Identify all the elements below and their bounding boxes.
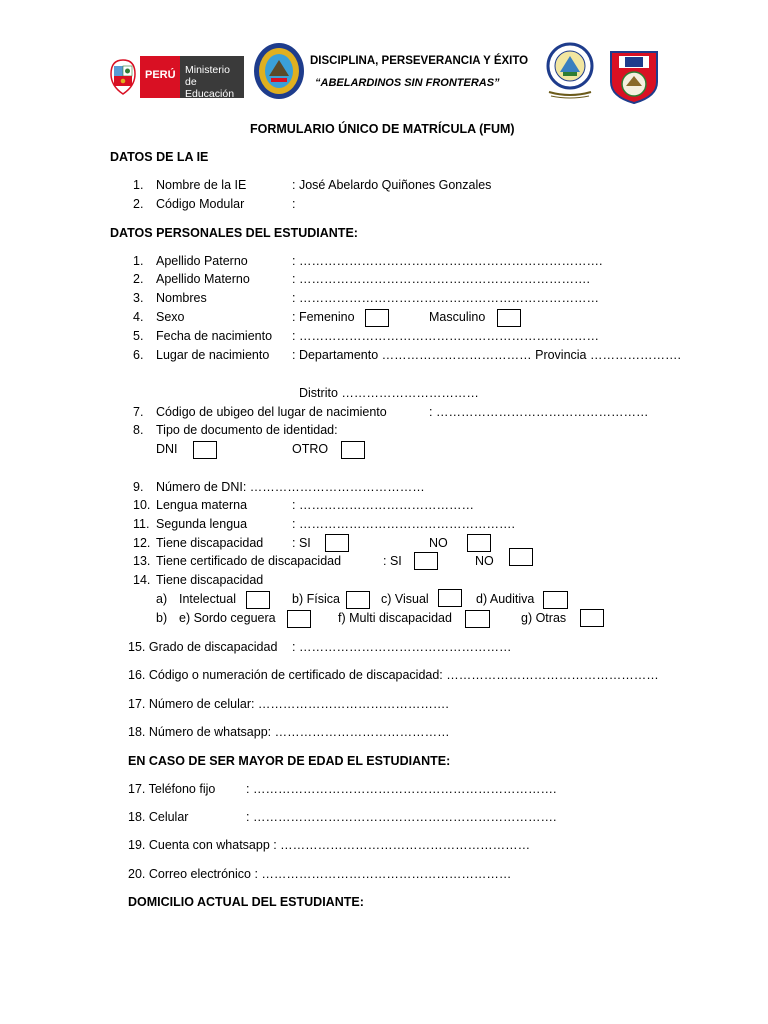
masculino-checkbox[interactable] [497, 309, 521, 327]
ministry-name [185, 64, 242, 100]
peru-label: PERÚ [145, 69, 176, 81]
femenino-label: : Femenino [292, 310, 355, 324]
item-number: 10. [133, 498, 151, 512]
masculino-label: Masculino [429, 310, 486, 324]
segunda-lengua-field[interactable]: : ……………………………………………. [292, 517, 515, 531]
item-number: 5. [133, 329, 144, 343]
ie-item-number: 2. [133, 197, 144, 211]
certificado-no-label: NO [475, 554, 494, 568]
ie-las-americas-shield-icon [609, 48, 659, 104]
ie-name-label: Nombre de la IE [156, 178, 247, 192]
numero-whatsapp-field[interactable]: 18. Número de whatsapp: …………………………………… [128, 725, 450, 739]
apellido-paterno-label: Apellido Paterno [156, 254, 248, 268]
section-domicilio-heading: DOMICILIO ACTUAL DEL ESTUDIANTE: [128, 895, 364, 909]
tipo-discapacidad-label: Tiene discapacidad [156, 573, 264, 587]
lugar-nacimiento-label: Lugar de nacimiento [156, 348, 270, 362]
section-mayor-heading: EN CASO DE SER MAYOR DE EDAD EL ESTUDIANTE: [128, 754, 451, 768]
celular-label: 18. Celular [128, 810, 189, 824]
section-ie-heading: DATOS DE LA IE [110, 150, 209, 164]
otro-option-label: OTRO [292, 442, 329, 456]
certificado-si-label: : SI [383, 554, 402, 568]
grado-discapacidad-field[interactable]: : …………………………………………… [292, 640, 512, 654]
item-number: 13. [133, 554, 151, 568]
cuenta-whatsapp-field[interactable]: 19. Cuenta con whatsapp : …………………………………………………… [128, 838, 531, 852]
ministerio-educacion-logo [108, 56, 242, 98]
fisica-label: b) Física [292, 592, 340, 606]
row-a-prefix: a) [156, 592, 168, 606]
numero-celular-field[interactable]: 17. Número de celular: ………………………………………. [128, 697, 449, 711]
celular-field[interactable]: : ………………………………………………………………. [246, 810, 557, 824]
telefono-fijo-label: 17. Teléfono fijo [128, 782, 216, 796]
tipo-documento-label: Tipo de documento de identidad: [156, 423, 338, 437]
grado-discapacidad-label: 15. Grado de discapacidad [128, 640, 278, 654]
nombres-label: Nombres [156, 291, 207, 305]
certificado-no-checkbox[interactable] [509, 548, 533, 566]
item-number: 8. [133, 423, 144, 437]
peru-coat-of-arms-icon [108, 58, 138, 96]
otras-label: g) Otras [521, 611, 567, 625]
item-number: 3. [133, 291, 144, 305]
section-personal-heading: DATOS PERSONALES DEL ESTUDIANTE: [110, 226, 358, 240]
ubigeo-field[interactable]: : …………………………………………… [429, 405, 649, 419]
institution-slogan: “ABELARDINOS SIN FRONTERAS” [315, 77, 500, 89]
item-number: 9. [133, 480, 144, 494]
nombres-field[interactable]: : ……………………………………………………………… [292, 291, 599, 305]
lengua-materna-label: Lengua materna [156, 498, 248, 512]
codigo-certificado-field[interactable]: 16. Código o numeración de certificado de discapacidad: …………………………………………… [128, 668, 659, 682]
fecha-nacimiento-field[interactable]: : ……………………………………………………………… [292, 329, 599, 343]
apellido-materno-label: Apellido Materno [156, 272, 250, 286]
discapacidad-no-label: NO [429, 536, 448, 550]
otras-checkbox[interactable] [580, 609, 604, 627]
dni-option-label: DNI [156, 442, 178, 456]
numero-dni-field[interactable]: Número de DNI: …………………………………… [156, 480, 425, 494]
fisica-checkbox[interactable] [346, 591, 370, 609]
ugel-seal-icon [253, 42, 305, 100]
intelectual-label: Intelectual [179, 592, 236, 606]
item-number: 12. [133, 536, 151, 550]
multi-discapacidad-checkbox[interactable] [465, 610, 490, 628]
lengua-materna-field[interactable]: : …………………………………… [292, 498, 474, 512]
auditiva-label: d) Auditiva [476, 592, 535, 606]
otro-checkbox[interactable] [341, 441, 365, 459]
ministry-line-1: Ministerio [185, 64, 230, 76]
certificado-si-checkbox[interactable] [414, 552, 438, 570]
sexo-label: Sexo [156, 310, 185, 324]
certificado-label: Tiene certificado de discapacidad [156, 554, 342, 568]
institution-motto: DISCIPLINA, PERSEVERANCIA Y ÉXITO [310, 55, 529, 67]
visual-checkbox[interactable] [438, 589, 462, 607]
discapacidad-si-checkbox[interactable] [325, 534, 349, 552]
fecha-nacimiento-label: Fecha de nacimiento [156, 329, 273, 343]
tiene-discapacidad-label: Tiene discapacidad [156, 536, 264, 550]
school-crest-icon [545, 42, 595, 100]
femenino-checkbox[interactable] [365, 309, 389, 327]
departamento-provincia-field[interactable]: : Departamento ……………………………… Provincia …………………. [292, 348, 681, 362]
sordo-ceguera-label: e) Sordo ceguera [179, 611, 276, 625]
correo-electronico-field[interactable]: 20. Correo electrónico : …………………………………………………… [128, 867, 512, 881]
discapacidad-no-checkbox[interactable] [467, 534, 491, 552]
codigo-modular-label: Código Modular [156, 197, 245, 211]
item-number: 4. [133, 310, 144, 324]
sordo-ceguera-checkbox[interactable] [287, 610, 311, 628]
codigo-modular-field[interactable]: : [292, 197, 296, 211]
ubigeo-label: Código de ubigeo del lugar de nacimiento [156, 405, 387, 419]
distrito-field[interactable]: Distrito …………………………… [299, 386, 479, 400]
multi-discapacidad-label: f) Multi discapacidad [338, 611, 452, 625]
intelectual-checkbox[interactable] [246, 591, 270, 609]
item-number: 14. [133, 573, 151, 587]
row-b-prefix: b) [156, 611, 168, 625]
visual-label: c) Visual [381, 592, 429, 606]
auditiva-checkbox[interactable] [543, 591, 568, 609]
telefono-fijo-field[interactable]: : ………………………………………………………………. [246, 782, 557, 796]
item-number: 11. [133, 517, 150, 531]
discapacidad-si-label: : SI [292, 536, 311, 550]
segunda-lengua-label: Segunda lengua [156, 517, 248, 531]
item-number: 7. [133, 405, 144, 419]
apellido-materno-field[interactable]: : ……………………………………………………………. [292, 272, 590, 286]
apellido-paterno-field[interactable]: : ………………………………………………………………. [292, 254, 603, 268]
ie-item-number: 1. [133, 178, 144, 192]
item-number: 6. [133, 348, 144, 362]
item-number: 1. [133, 254, 144, 268]
form-title: FORMULARIO ÚNICO DE MATRÍCULA (FUM) [250, 122, 515, 136]
ministry-line-2: de Educación [185, 76, 235, 100]
ie-name-value: : José Abelardo Quiñones Gonzales [292, 178, 492, 192]
item-number: 2. [133, 272, 144, 286]
dni-checkbox[interactable] [193, 441, 217, 459]
